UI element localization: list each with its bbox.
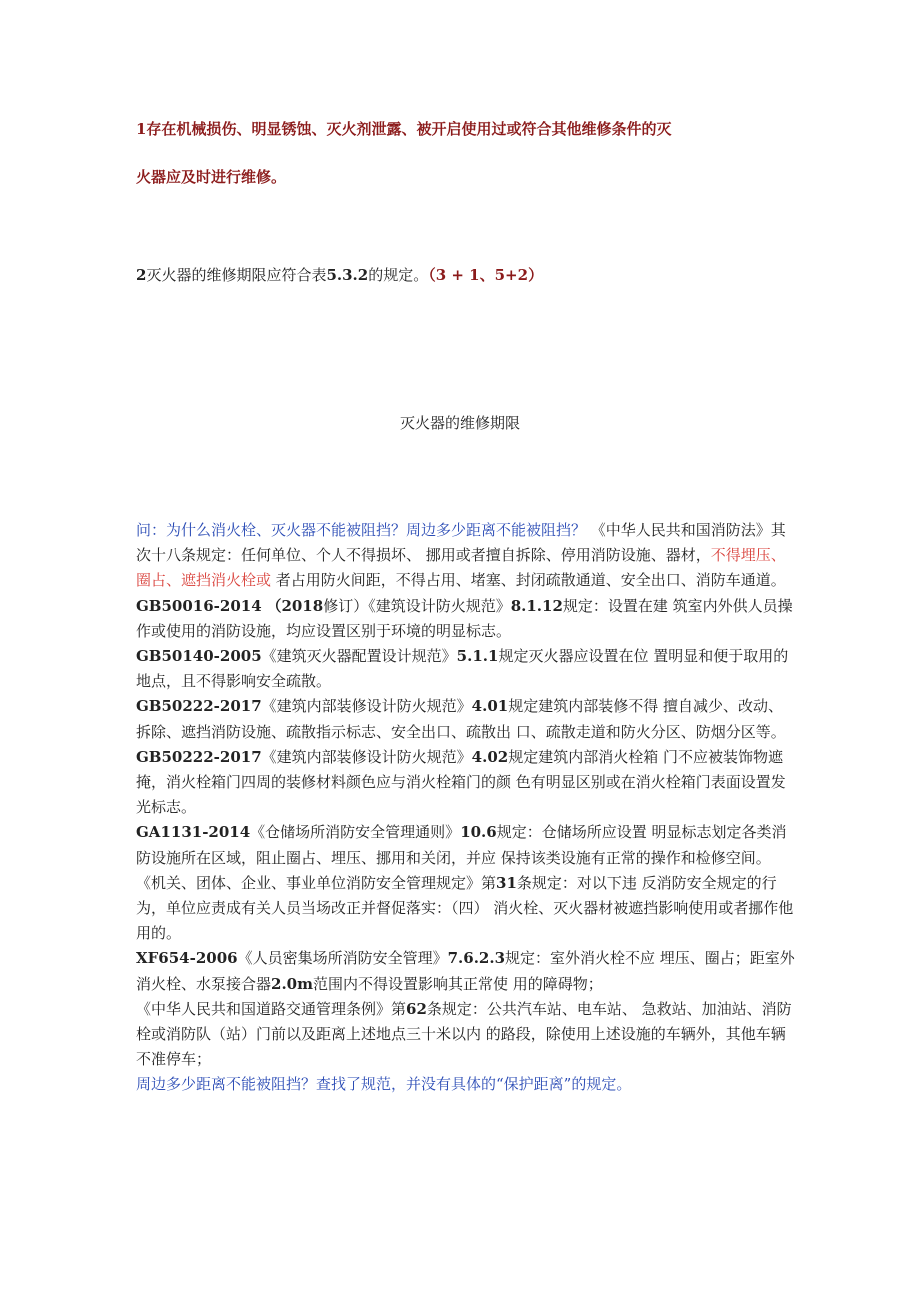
std1-text-a: 修订）《建筑设计防火规范》: [323, 596, 511, 615]
std5-code: GA1131-2014: [136, 823, 251, 842]
std6-distance: 2.0m: [271, 974, 313, 993]
std4-clause: 4.02: [471, 747, 509, 766]
item2-text-a: 灭火器的维修期限应符合表: [146, 266, 327, 284]
std3-text-b: 规定建筑内部装修不得 擅自减少、改动、拆除、遮挡消防设施、疏散指示标志、安全出口、疏散出 口、疏散走道和防火分区、防烟分区等。: [136, 697, 786, 741]
std6-code: XF654-2006: [136, 949, 238, 968]
traffic-text-b: 条规定：公共汽车站、电车站、 急救站、加油站、消防栓或消防队（站）门前以及距离上述地点三十米以内 的路段，除使用上述设施的车辆外，其他车辆不准停车；: [136, 999, 792, 1069]
question-text: 问：为什么消火栓、灭火器不能被阻挡？周边多少距离不能被阻挡？: [136, 521, 587, 539]
std6-text-a: 《人员密集场所消防安全管理》: [237, 949, 448, 968]
std1-code: GB50016-2014: [136, 596, 262, 615]
item1-line1: 1存在机械损伤、明显锈蚀、灭火剂泄露、被开启使用过或符合其他维修条件的灭: [136, 120, 672, 138]
std3-text-a: 《建筑内部装修设计防火规范》: [261, 697, 472, 716]
std2-code: GB50140-2005: [136, 647, 262, 666]
paragraph-conclusion: 周边多少距离不能被阻挡？查找了规范，并没有具体的“保护距离”的规定。: [136, 1075, 632, 1094]
qa-body: [136, 518, 796, 1098]
item1-line2: 火器应及时进行维修。: [136, 168, 287, 186]
std4-text-a: 《建筑内部装修设计防火规范》: [261, 747, 472, 766]
std6-text-b: 规定：室外消火栓不应 埋压、圈占；距室外消火栓、水泵接合器: [136, 949, 795, 993]
std1-clause: 8.1.12: [510, 596, 563, 615]
std2-clause: 5.1.1: [456, 647, 499, 666]
std4-text-b: 规定建筑内部消火栓箱 门不应被装饰物遮掩，消火栓箱门四周的装修材料颜色应与消火栓箱门的颜 色有明显区别或在消火栓箱门表面设置发光标志。: [136, 747, 786, 817]
rule-text-a: 《机关、团体、企业、事业单位消防安全管理规定》第: [136, 873, 497, 892]
traffic-text-a: 《中华人民共和国道路交通管理条例》第: [136, 999, 407, 1018]
std3-code: GB50222-2017: [136, 697, 262, 716]
table-caption: 灭火器的维修期限: [399, 414, 520, 432]
item2-table-ref: 5.3.2: [326, 266, 369, 284]
std6-clause: 7.6.2.3: [447, 949, 506, 968]
paragraph-std2: [136, 644, 796, 694]
law1-highlight: 不得埋压、圈占、遮挡消火栓或: [136, 546, 786, 590]
paragraph-traffic: [136, 997, 796, 1073]
std6-text-c: 范围内不得设置影响其正常使 用的障碍物；: [312, 974, 603, 993]
std5-clause: 10.6: [460, 823, 497, 842]
std5-text-b: 规定：仓储场所应设置 明显标志划定各类消防设施所在区域，阻止圈占、埋压、挪用和关闭，并应 保持该类设施有正常的操作和检修空间。: [136, 823, 787, 867]
std1-paren: （2018: [266, 596, 324, 615]
rule-text-b: 条规定：对以下违 反消防安全规定的行为，单位应责成有关人员当场改正并督促落实：（四） 消火栓、灭火器材被遮挡影响使用或者挪作他用的。: [136, 873, 794, 943]
paragraph-question: [136, 518, 796, 644]
item2-number: 2: [136, 266, 147, 284]
std4-code: GB50222-2017: [136, 747, 262, 766]
std1-text-b: 规定：设置在建 筑室内外供人员操作或使用的消防设施，均应设置区别于环境的明显标志。: [136, 596, 793, 640]
paragraph-rule: [136, 871, 796, 947]
paragraph-std6: [136, 946, 796, 996]
paragraph-std4: [136, 745, 796, 821]
law1-text-a: 《中华人民共和国消防法》其次十八条规定：任何单位、个人不得损坏、 挪用或者擅自拆除、停用消防设施、器材，: [136, 521, 786, 565]
law1-text-b: 者占用防火间距，不得占用、堵塞、封闭疏散通道、安全出口、消防车通道。: [271, 571, 786, 590]
std3-clause: 4.01: [471, 697, 509, 716]
std2-text-b: 规定灭火器应设置在位 置明显和便于取用的地点，且不得影响安全疏散。: [136, 647, 789, 691]
traffic-number: 62: [406, 999, 427, 1018]
std5-text-a: 《仓储场所消防安全管理通则》: [250, 823, 461, 842]
std2-text-a: 《建筑灭火器配置设计规范》: [261, 647, 457, 666]
rule-number: 31: [496, 873, 517, 892]
paragraph-std5: [136, 820, 796, 870]
item2-parenthetical: （3 + 1、5+2）: [428, 266, 544, 284]
item2-paragraph: [136, 264, 543, 285]
paragraph-std3: [136, 694, 796, 744]
item2-text-b: 的规定。: [368, 266, 429, 284]
